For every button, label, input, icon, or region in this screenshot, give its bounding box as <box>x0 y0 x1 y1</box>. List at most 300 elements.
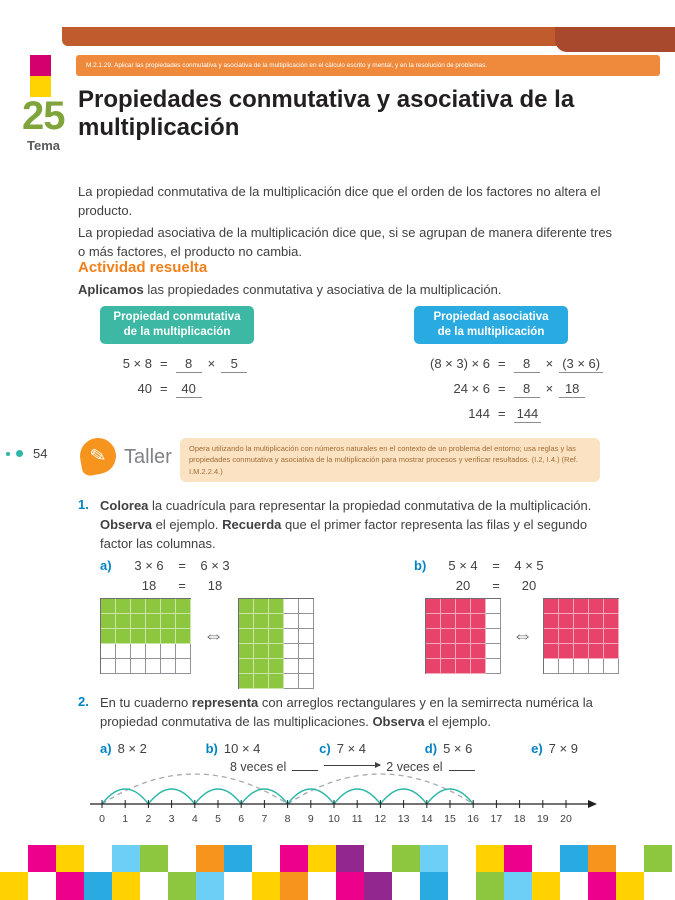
grid-cell <box>284 614 299 629</box>
strip-tile <box>224 872 252 900</box>
grid-cell <box>254 629 269 644</box>
exercise-1-text <box>100 497 608 554</box>
grid-cell <box>544 614 559 629</box>
arrowhead-icon <box>588 800 597 808</box>
grid-cell <box>101 614 116 629</box>
pencil-glyph: ✎ <box>88 444 108 468</box>
curriculum-standard-strip <box>76 55 660 76</box>
answer-blank: (3 × 6) <box>559 357 603 373</box>
grid-cell <box>161 644 176 659</box>
strip-tile <box>616 872 644 900</box>
option-item <box>319 741 366 756</box>
equation-lhs: (8 × 3) × 6 <box>430 356 490 371</box>
equation-row <box>408 381 603 406</box>
grid-cell <box>254 659 269 674</box>
equation-lhs: 24 × 6 <box>453 381 490 396</box>
equation-row <box>414 578 554 598</box>
grid-cell <box>604 659 619 674</box>
grid-cell <box>486 629 501 644</box>
strip-tile <box>560 845 588 872</box>
lead-rest: las propiedades conmutativa y asociativa de la multiplicación. <box>143 282 502 297</box>
equals-sign: = <box>492 578 500 593</box>
item-label: d) <box>424 741 438 756</box>
strip-tile <box>308 845 336 872</box>
grid-cell <box>486 614 501 629</box>
activity-heading: Actividad resuelta <box>78 259 208 276</box>
grid-cell <box>284 599 299 614</box>
grid-cell <box>426 614 441 629</box>
grid-cell <box>299 659 314 674</box>
equation-row <box>106 356 247 381</box>
item-label: a) <box>100 741 112 756</box>
grid-cell <box>269 599 284 614</box>
equals-sign: = <box>498 356 506 371</box>
tick-label: 14 <box>420 813 433 825</box>
exercise-2-options <box>100 741 578 756</box>
equals-sign: = <box>498 406 506 421</box>
strip-tile <box>476 845 504 872</box>
option-item <box>531 741 578 756</box>
grid-cell <box>589 599 604 614</box>
grid-cell <box>471 629 486 644</box>
grid-cell <box>471 614 486 629</box>
grid-cell <box>441 659 456 674</box>
grid-cell <box>161 614 176 629</box>
grid-cell <box>589 614 604 629</box>
strip-tile <box>0 845 28 872</box>
grid-cell <box>131 614 146 629</box>
grid-cell <box>131 659 146 674</box>
strip-tile <box>168 845 196 872</box>
times-sign: × <box>545 381 554 396</box>
grid-cell <box>574 614 589 629</box>
strip-tile <box>140 845 168 872</box>
option-item <box>425 741 473 756</box>
equation-lhs: 40 <box>137 381 152 396</box>
tema-number: 25 <box>22 94 65 138</box>
tick-label: 6 <box>238 813 245 825</box>
answer-blank: 144 <box>514 407 542 423</box>
tick-label: 17 <box>490 813 503 825</box>
expression: 10 × 4 <box>223 741 261 756</box>
grid-cell <box>471 659 486 674</box>
grid-cell <box>284 644 299 659</box>
equation-row <box>408 356 603 381</box>
expression: 3 × 6 <box>134 558 164 573</box>
grid-cell <box>176 629 191 644</box>
strip-tile <box>140 872 168 900</box>
tick-label: 3 <box>168 813 175 825</box>
taller-standard-box: Opera utilizando la multiplicación con números naturales en el contexto de un problema del entorno; usa reglas y las propiedades conmutativa y asociativa de la multiplicación para mostrar procesos y verificar resultados. (I.2, I.4.) (Ref. I.M.2.2.4.) <box>180 438 600 482</box>
grid-cell <box>456 614 471 629</box>
strip-tile <box>504 872 532 900</box>
grid-cell <box>146 614 161 629</box>
exercise-1a-equation <box>100 558 240 598</box>
grid-cell <box>239 629 254 644</box>
tick-label: 15 <box>444 813 456 825</box>
grid-cell <box>299 599 314 614</box>
strip-tile <box>532 845 560 872</box>
caption-right: 2 veces el <box>386 760 443 774</box>
strip-tile <box>28 872 56 900</box>
commutative-equations <box>106 356 247 406</box>
equation-row <box>100 558 240 578</box>
strip-tile <box>168 872 196 900</box>
equals-sign: = <box>498 381 506 396</box>
grid-cell <box>426 599 441 614</box>
tick-label: 2 <box>145 813 152 825</box>
grid-cell <box>254 644 269 659</box>
grid-3x6 <box>100 598 191 674</box>
activity-lead <box>78 282 501 297</box>
box-line-1: Propiedad conmutativa <box>113 311 241 324</box>
equation-lhs: 144 <box>468 406 490 421</box>
strip-tile <box>252 845 280 872</box>
grid-cell <box>116 599 131 614</box>
pencil-icon <box>77 435 119 477</box>
strip-tile <box>112 872 140 900</box>
grid-cell <box>254 614 269 629</box>
strip-tile <box>644 845 672 872</box>
option-item <box>100 741 147 756</box>
strip-tile <box>280 845 308 872</box>
equation-lhs: 5 × 8 <box>122 356 152 371</box>
box-line-2: de la multiplicación <box>123 326 231 338</box>
tick-label: 10 <box>328 813 340 825</box>
tick-label: 13 <box>397 813 410 825</box>
tick-label: 5 <box>215 813 221 825</box>
grid-cell <box>299 614 314 629</box>
grid-cell <box>456 659 471 674</box>
text-run: con arreglos rectangulares y en la semirrecta numérica la propiedad conmutativa de las multiplicaciones. <box>100 695 593 729</box>
grid-5x4 <box>425 598 501 674</box>
grid-cell <box>269 674 284 689</box>
grid-cell <box>116 644 131 659</box>
grid-cell <box>574 644 589 659</box>
result: 20 <box>455 578 471 593</box>
strip-tile <box>364 872 392 900</box>
grid-cell <box>131 644 146 659</box>
strip-tile <box>56 872 84 900</box>
expression: 6 × 3 <box>200 558 230 573</box>
strip-tile <box>364 845 392 872</box>
answer-blank: 18 <box>559 382 585 398</box>
tick-label: 1 <box>122 813 129 825</box>
strip-tile <box>84 845 112 872</box>
grid-cell <box>486 659 501 674</box>
exercise-1b-equation <box>414 558 554 598</box>
item-label: a) <box>100 558 112 573</box>
grid-cell <box>269 614 284 629</box>
result: 20 <box>521 578 537 593</box>
grid-cell <box>456 599 471 614</box>
box-line-2: de la multiplicación <box>437 326 545 338</box>
grid-cell <box>574 599 589 614</box>
answer-blank: 8 <box>514 357 540 373</box>
grid-cell <box>441 644 456 659</box>
taller-label: Taller <box>124 446 172 468</box>
caption-left: 8 veces el <box>230 760 287 774</box>
grid-cell <box>176 659 191 674</box>
result: 18 <box>207 578 223 593</box>
grid-cell <box>559 629 574 644</box>
grid-cell <box>604 614 619 629</box>
grid-cell <box>284 629 299 644</box>
equation-row <box>408 406 603 431</box>
text-run: el ejemplo. <box>152 516 223 532</box>
tick-label: 16 <box>467 813 480 825</box>
bold-word: representa <box>191 695 259 710</box>
strip-tile <box>280 872 308 900</box>
strip-tile <box>588 872 616 900</box>
grid-cell <box>544 659 559 674</box>
strip-tile <box>392 845 420 872</box>
tick-label: 0 <box>99 813 105 825</box>
equivalence-arrow-icon: ⇔ <box>512 624 533 647</box>
text-run: el ejemplo. <box>424 713 491 729</box>
grid-cell <box>116 629 131 644</box>
equals-sign: = <box>160 356 168 371</box>
top-bar-tab <box>555 27 675 52</box>
commutative-property-box <box>100 306 254 344</box>
answer-blank: 8 <box>514 382 540 398</box>
expression: 8 × 2 <box>117 741 147 756</box>
strip-tile <box>0 872 28 900</box>
box-line-1: Propiedad asociativa <box>433 311 549 324</box>
grid-cell <box>574 659 589 674</box>
grid-cell <box>284 674 299 689</box>
grid-cell <box>456 629 471 644</box>
equation-row <box>106 381 247 406</box>
text-run: la cuadrícula para representar la propiedad conmutativa de la multiplicación. <box>148 498 592 513</box>
grid-cell <box>131 599 146 614</box>
equals-sign: = <box>178 558 186 573</box>
grid-cell <box>559 659 574 674</box>
strip-tile <box>336 872 364 900</box>
grid-cell <box>176 614 191 629</box>
tick-label: 7 <box>261 813 268 825</box>
page-number-tab <box>6 446 47 461</box>
grid-cell <box>161 599 176 614</box>
grid-cell <box>574 629 589 644</box>
exercise-2-text <box>100 694 608 732</box>
arrow-right-icon <box>324 765 380 766</box>
expression: 7 × 9 <box>548 741 578 756</box>
tick-label: 18 <box>513 813 526 825</box>
blank-line <box>449 757 475 771</box>
equals-sign: = <box>178 578 186 593</box>
times-sign: × <box>207 356 216 371</box>
grid-cell <box>589 659 604 674</box>
tick-label: 19 <box>536 813 549 825</box>
grid-cell <box>471 599 486 614</box>
dot-icon <box>16 450 23 457</box>
strip-tile <box>420 845 448 872</box>
intro-paragraph-2: La propiedad asociativa de la multiplicación dice que, si se agrupan de manera diferente tres o más factores, el producto no cambia. <box>78 225 613 259</box>
strip-tile <box>308 872 336 900</box>
bold-word: Colorea <box>100 498 149 513</box>
expression: 7 × 4 <box>336 741 367 756</box>
grid-cell <box>299 674 314 689</box>
strip-tile <box>196 845 224 872</box>
grid-cell <box>161 659 176 674</box>
grid-cell <box>101 599 116 614</box>
strip-tile <box>420 872 448 900</box>
grid-cell <box>456 644 471 659</box>
tick-label: 4 <box>191 813 198 825</box>
option-item <box>206 741 261 756</box>
tick-label: 11 <box>351 813 363 825</box>
text-run: En tu cuaderno <box>100 695 192 710</box>
bold-word: Observa <box>100 516 153 532</box>
grid-cell <box>101 644 116 659</box>
bottom-strip <box>0 845 675 900</box>
blank-line <box>292 757 318 771</box>
grid-cell <box>269 629 284 644</box>
dot-icon <box>6 452 10 456</box>
lead-bold: Aplicamos <box>78 282 144 297</box>
strip-tile <box>224 845 252 872</box>
strip-tile <box>532 872 560 900</box>
strip-tile <box>56 845 84 872</box>
grid-cell <box>176 644 191 659</box>
exercise-1-number: 1. <box>78 497 89 512</box>
strip-tile <box>616 845 644 872</box>
strip-tile <box>644 872 672 900</box>
grid-cell <box>284 659 299 674</box>
grid-cell <box>101 659 116 674</box>
grid-cell <box>426 629 441 644</box>
item-label: c) <box>319 741 331 756</box>
grid-cell <box>239 644 254 659</box>
tick-label: 12 <box>374 813 387 825</box>
grid-cell <box>131 629 146 644</box>
grid-cell <box>254 674 269 689</box>
grid-cell <box>116 614 131 629</box>
grid-cell <box>239 614 254 629</box>
grid-cell <box>161 629 176 644</box>
page-number: 54 <box>33 446 48 461</box>
grid-cell <box>544 599 559 614</box>
page-title: Propiedades conmutativa y asociativa de la multiplicación <box>78 86 575 142</box>
strip-row <box>0 872 675 900</box>
grid-cell <box>589 629 604 644</box>
grid-cell <box>471 644 486 659</box>
magenta-square <box>30 55 51 76</box>
strip-tile <box>196 872 224 900</box>
strip-tile <box>392 872 420 900</box>
strip-tile <box>476 872 504 900</box>
strip-tile <box>588 845 616 872</box>
strip-tile <box>112 845 140 872</box>
strip-tile <box>504 845 532 872</box>
grid-cell <box>441 599 456 614</box>
grid-cell <box>239 659 254 674</box>
intro-paragraph-1: La propiedad conmutativa de la multiplicación dice que el orden de los factores no altera el producto. <box>78 184 601 218</box>
strip-tile <box>448 845 476 872</box>
grid-cell <box>116 659 131 674</box>
grid-cell <box>559 644 574 659</box>
equation-row <box>414 558 554 578</box>
associative-property-box <box>414 306 568 344</box>
equivalence-arrow-icon: ⇔ <box>203 624 224 647</box>
grid-cell <box>544 644 559 659</box>
grid-cell <box>269 659 284 674</box>
equals-sign: = <box>492 558 500 573</box>
item-label: b) <box>205 741 218 756</box>
grid-cell <box>426 644 441 659</box>
strip-tile <box>560 872 588 900</box>
number-line <box>86 770 626 830</box>
grid-cell <box>604 644 619 659</box>
grid-cell <box>239 599 254 614</box>
associative-equations <box>408 356 603 431</box>
tick-label: 20 <box>560 813 572 825</box>
answer-blank: 5 <box>221 357 247 373</box>
strip-tile <box>448 872 476 900</box>
strip-row <box>0 845 675 872</box>
exercise-2-number: 2. <box>78 694 89 709</box>
strip-tile <box>336 845 364 872</box>
item-label: b) <box>414 558 427 573</box>
grid-cell <box>146 629 161 644</box>
bold-word: Observa <box>372 713 425 729</box>
answer-blank: 40 <box>176 382 202 398</box>
grid-cell <box>299 629 314 644</box>
times-sign: × <box>545 356 554 371</box>
grid-cell <box>486 644 501 659</box>
tick-label: 8 <box>284 813 291 825</box>
grid-cell <box>254 599 269 614</box>
grid-cell <box>239 674 254 689</box>
strip-tile <box>28 845 56 872</box>
tema-label: Tema <box>27 138 60 153</box>
answer-blank: 8 <box>176 357 202 373</box>
grid-cell <box>299 644 314 659</box>
equals-sign: = <box>160 381 168 396</box>
grid-cell <box>589 644 604 659</box>
grid-cell <box>544 629 559 644</box>
strip-tile <box>252 872 280 900</box>
grid-cell <box>269 644 284 659</box>
grid-cell <box>146 599 161 614</box>
grid-cell <box>101 629 116 644</box>
strip-tile <box>84 872 112 900</box>
grid-cell <box>559 614 574 629</box>
expression: 4 × 5 <box>514 558 544 573</box>
grid-cell <box>604 629 619 644</box>
grid-cell <box>146 659 161 674</box>
text-run: que el primer factor representa las filas y el segundo factor las columnas. <box>100 516 588 551</box>
grid-cell <box>426 659 441 674</box>
tick-label: 9 <box>307 813 314 825</box>
grid-cell <box>176 599 191 614</box>
grid-cell <box>441 629 456 644</box>
grid-cell <box>559 599 574 614</box>
grid-4x5 <box>543 598 619 674</box>
grid-cell <box>146 644 161 659</box>
grid-6x3 <box>238 598 314 689</box>
bold-word: Recuerda <box>222 516 282 532</box>
expression: 5 × 4 <box>448 558 478 573</box>
grid-cell <box>441 614 456 629</box>
expression: 5 × 6 <box>443 741 473 756</box>
grid-cell <box>486 599 501 614</box>
item-label: e) <box>531 741 543 756</box>
standard-text: M.2.1.29. Aplicar las propiedades conmutativa y asociativa de la multiplicación en el cálculo escrito y mental, y en la resolución de problemas. <box>86 62 488 69</box>
grid-cell <box>604 599 619 614</box>
result: 18 <box>141 578 157 593</box>
